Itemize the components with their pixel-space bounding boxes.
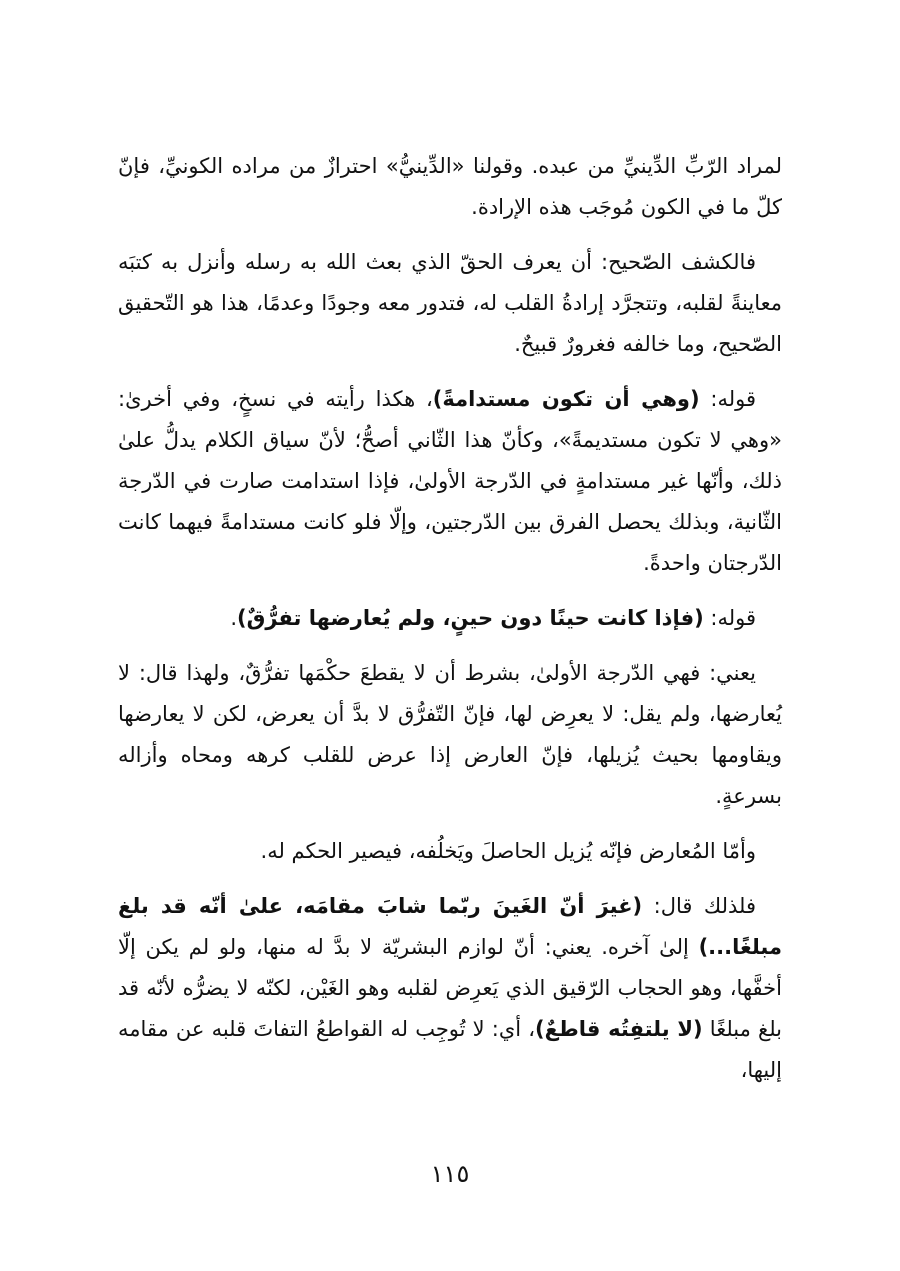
quoted-text: (وهي أن تكون مستدامةً) [432, 387, 700, 411]
quoted-text: (لا يلتفِتُه قاطعٌ) [535, 1017, 703, 1041]
quoted-text: (فإذا كانت حينًا دون حينٍ، ولم يُعارضها تفرُّقٌ) [237, 606, 704, 630]
body-text [118, 146, 782, 1105]
paragraph [118, 598, 782, 639]
text-segment: ، أي: لا تُوجِب له القواطعُ التفاتَ قلبه عن مقامه إليها، [118, 1017, 782, 1082]
paragraph [118, 886, 782, 1091]
text-segment: قوله: [703, 606, 756, 630]
text-segment: قوله: [699, 387, 756, 411]
text-segment: . [230, 606, 237, 630]
text-segment: إلىٰ آخره. يعني: أنّ لوازم البشريّة لا بدَّ له منها، ولو لم يكن إلّا أخفَّها، وهو الحجاب الرّقيق الذي يَعرِض لقلبه وهو الغَيْن، لكنّه لا يضرُّه لأنّه قد بلغ مبلغًا [118, 935, 782, 1041]
page-number: ١١٥ [430, 1160, 470, 1188]
text-segment: وأمّا المُعارض فإنّه يُزيل الحاصلَ ويَخلُفه، فيصير الحكم له. [260, 839, 756, 863]
paragraph [118, 146, 782, 228]
text-segment: فلذلك قال: [642, 894, 757, 918]
quoted-text: (غيرَ أنّ الغَينَ ربّما شابَ مقامَه، علىٰ أنّه قد بلغ مبلغًا...) [118, 894, 782, 959]
paragraph [118, 831, 782, 872]
text-segment: فالكشف الصّحيح: أن يعرف الحقّ الذي بعث الله به رسله وأنزل به كتبَه معاينةً لقلبه، وتتجرَّد إرادةُ القلب له، فتدور معه وجودًا وعدمًا، هذا هو التّحقيق الصّحيح، وما خالفه فغرورٌ قبيحٌ. [118, 250, 782, 356]
paragraph [118, 653, 782, 817]
paragraph [118, 379, 782, 584]
text-segment: يعني: فهي الدّرجة الأولىٰ، بشرط أن لا يقطعَ حكْمَها تفرُّقٌ، ولهذا قال: لا يُعارضها، ولم يقل: لا يعرِض لها، فإنّ التّفرُّق لا بدَّ أن يعرض، لكن لا يعارضها ويقاومها بحيث يُزيلها، فإنّ العارض إذا عرض للقلب كرهه ومحاه وأزاله بسرعةٍ. [118, 661, 782, 808]
text-segment: ، هكذا رأيته في نسخٍ، وفي أخرىٰ: «وهي لا تكون مستديمةً»، وكأنّ هذا الثّاني أصحُّ؛ لأنّ سياق الكلام يدلُّ علىٰ ذلك، وأنّها غير مستدامةٍ في الدّرجة الأولىٰ، فإذا استدامت صارت في الدّرجة الثّانية، وبذلك يحصل الفرق بين الدّرجتين، وإلّا فلو كانت مستدامةً فيهما كانت الدّرجتان واحدةً. [118, 387, 782, 575]
paragraph [118, 242, 782, 365]
text-segment: لمراد الرّبِّ الدِّينيِّ من عبده. وقولنا «الدِّينيُّ» احترازٌ من مراده الكونيِّ، فإنّ كلّ ما في الكون مُوجَب هذه الإرادة. [118, 154, 782, 219]
